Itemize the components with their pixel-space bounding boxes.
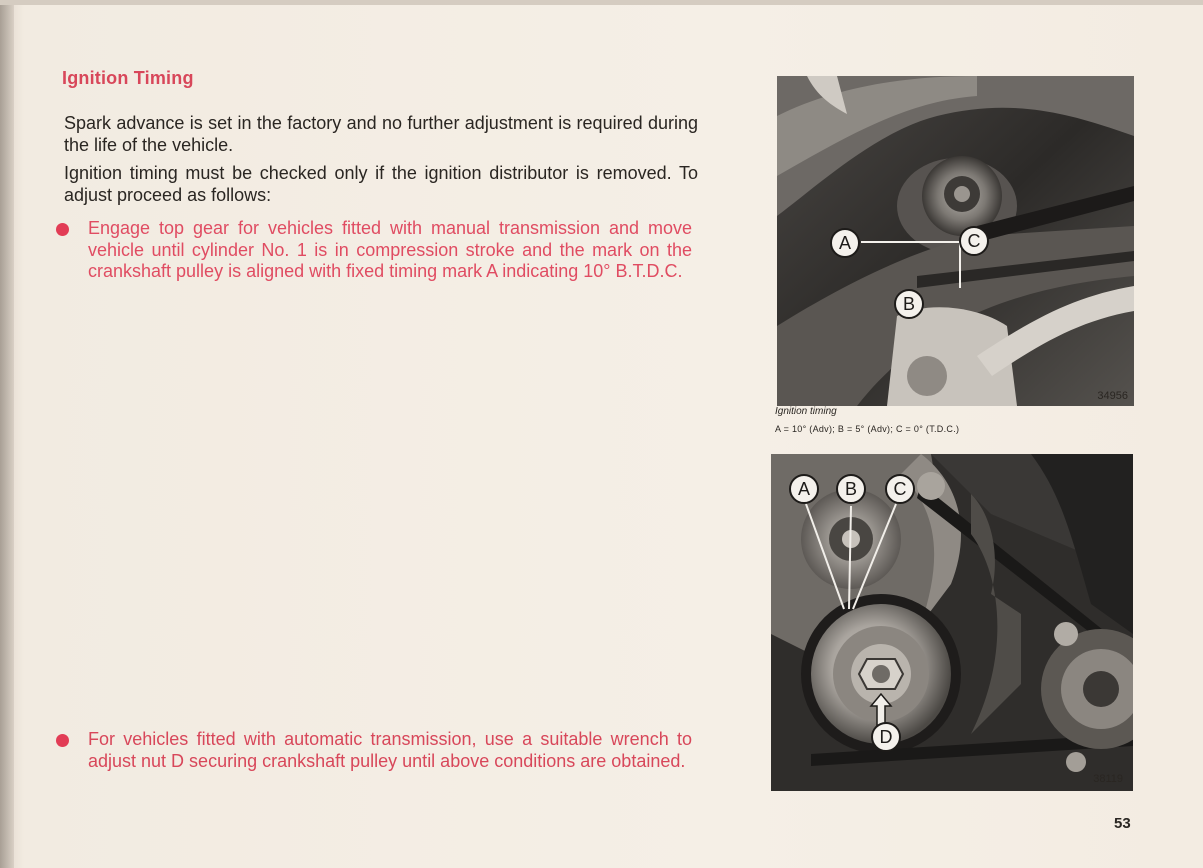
page-binding-shadow	[0, 0, 14, 868]
timing-marker-c: C	[959, 226, 989, 256]
nut-marker-d: D	[871, 722, 901, 752]
crankshaft-pulley-photo	[771, 454, 1133, 791]
timing-marker-b: B	[836, 474, 866, 504]
bullet-dot-icon	[56, 223, 69, 236]
timing-marker-b: B	[894, 289, 924, 319]
page-number: 53	[1114, 815, 1131, 832]
section-heading: Ignition Timing	[62, 68, 194, 88]
ignition-timing-photo	[777, 76, 1134, 406]
photo-reference-number: 38119	[1093, 773, 1123, 785]
paragraph-ignition-check: Ignition timing must be checked only if the ignition distributor is removed. To adjust proceed as follows:	[64, 163, 698, 205]
figure-caption-legend: A = 10° (Adv); B = 5° (Adv); C = 0° (T.D.C.)	[775, 424, 960, 434]
timing-marker-a: A	[830, 228, 860, 258]
figure-caption-title: Ignition timing	[775, 406, 837, 417]
paragraph-spark-advance: Spark advance is set in the factory and no further adjustment is required during the life of the vehicle.	[64, 113, 698, 155]
bullet-text: Engage top gear for vehicles fitted with manual transmission and move vehicle until cylinder No. 1 is in compression stroke and the mark on the crankshaft pulley is aligned with fixed timing mark A indicating 10° B.T.D.C.	[88, 218, 692, 281]
photo-reference-number: 34956	[1097, 390, 1128, 402]
crankshaft-pulley-illustration	[771, 454, 1133, 791]
timing-marker-a: A	[789, 474, 819, 504]
timing-marker-c: C	[885, 474, 915, 504]
page-top-edge	[0, 0, 1203, 5]
bullet-dot-icon	[56, 734, 69, 747]
bullet-text: For vehicles fitted with automatic transmission, use a suitable wrench to adjust nut D securing crankshaft pulley until above conditions are obtained.	[88, 729, 692, 771]
